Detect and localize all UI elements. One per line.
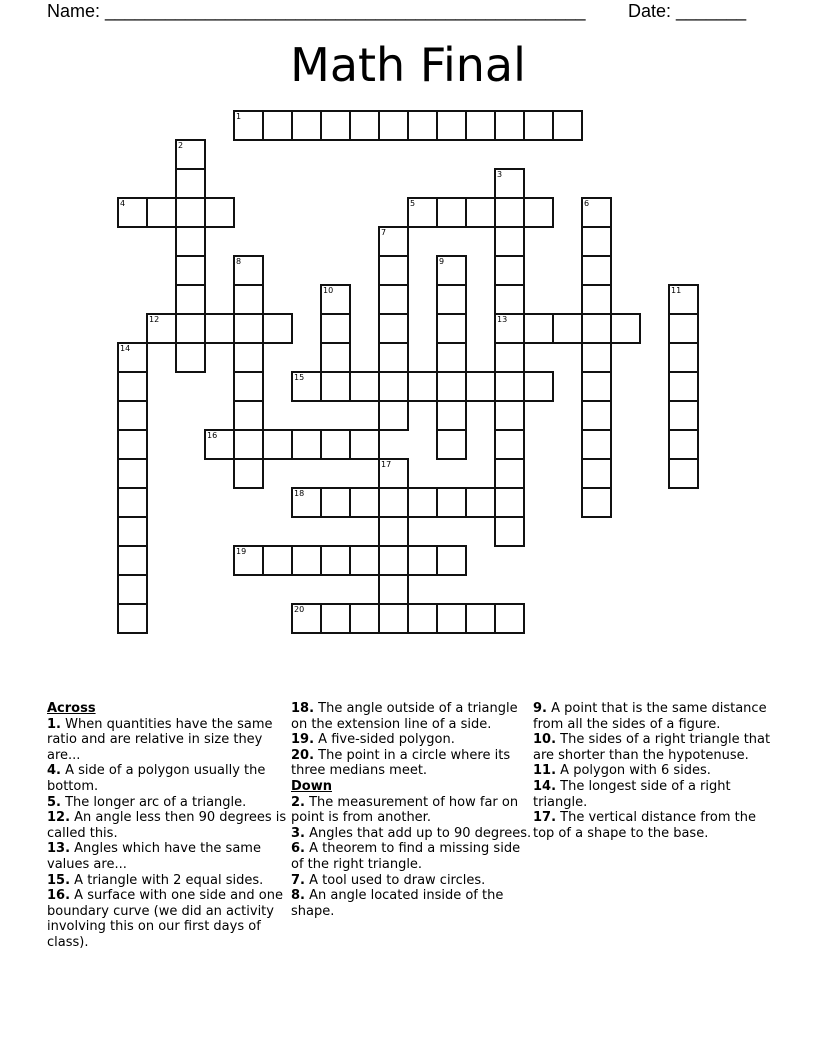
- clue-number-label: 3: [497, 170, 503, 179]
- grid-cell[interactable]: [320, 429, 351, 460]
- clue-down-9: [533, 701, 778, 732]
- grid-cell[interactable]: [233, 284, 264, 315]
- grid-cell[interactable]: [523, 197, 554, 228]
- grid-cell[interactable]: [291, 371, 322, 402]
- grid-cell[interactable]: [378, 487, 409, 518]
- clue-across-18: [291, 701, 536, 732]
- grid-cell[interactable]: [436, 197, 467, 228]
- grid-cell[interactable]: [378, 110, 409, 141]
- grid-cell[interactable]: [349, 110, 380, 141]
- clue-number: 19.: [291, 732, 315, 748]
- grid-cell[interactable]: [262, 313, 293, 344]
- grid-cell[interactable]: [349, 429, 380, 460]
- grid-cell[interactable]: [349, 371, 380, 402]
- grid-cell[interactable]: [233, 400, 264, 431]
- grid-cell[interactable]: [610, 313, 641, 344]
- grid-cell[interactable]: [233, 313, 264, 344]
- grid-cell[interactable]: [378, 603, 409, 634]
- grid-cell[interactable]: [349, 545, 380, 576]
- clue-text: A tool used to draw circles.: [304, 872, 486, 888]
- grid-cell[interactable]: [349, 603, 380, 634]
- grid-cell[interactable]: [378, 342, 409, 373]
- clue-number-label: 20: [294, 605, 305, 614]
- clue-text: A five-sided polygon.: [314, 732, 455, 748]
- clue-text: A side of a polygon usually the bottom.: [47, 763, 266, 794]
- grid-cell[interactable]: [581, 400, 612, 431]
- clue-number: 17.: [533, 810, 557, 826]
- clue-text: The longest side of a right triangle.: [533, 778, 731, 810]
- grid-cell[interactable]: [175, 168, 206, 199]
- clue-number: 14.: [533, 778, 557, 794]
- grid-cell[interactable]: [581, 284, 612, 315]
- grid-cell[interactable]: [378, 574, 409, 605]
- clue-across-19: [291, 732, 536, 748]
- grid-cell[interactable]: [175, 197, 206, 228]
- down-heading: Down: [291, 778, 332, 794]
- grid-cell[interactable]: [233, 255, 264, 286]
- clue-across-1: [47, 717, 292, 764]
- grid-cell[interactable]: [523, 110, 554, 141]
- grid-cell[interactable]: [581, 342, 612, 373]
- grid-cell[interactable]: [436, 371, 467, 402]
- grid-cell[interactable]: [378, 516, 409, 547]
- grid-cell[interactable]: [320, 603, 351, 634]
- grid-cell[interactable]: [494, 110, 525, 141]
- clue-number: 6.: [291, 841, 305, 857]
- grid-cell[interactable]: [291, 487, 322, 518]
- grid-cell[interactable]: [262, 110, 293, 141]
- grid-cell[interactable]: [320, 545, 351, 576]
- grid-cell[interactable]: [668, 313, 699, 344]
- grid-cell[interactable]: [436, 400, 467, 431]
- grid-cell[interactable]: [117, 429, 148, 460]
- clue-number-label: 2: [178, 141, 184, 150]
- grid-cell[interactable]: [436, 487, 467, 518]
- clue-down-17: [533, 810, 778, 841]
- grid-cell[interactable]: [233, 110, 264, 141]
- page-title: Math Final: [290, 38, 526, 92]
- grid-cell[interactable]: [494, 342, 525, 373]
- clue-number: 11.: [533, 763, 557, 779]
- clue-across-15: [47, 873, 292, 889]
- grid-cell[interactable]: [436, 313, 467, 344]
- grid-cell[interactable]: [581, 487, 612, 518]
- clue-number-label: 14: [120, 344, 131, 353]
- grid-cell[interactable]: [320, 284, 351, 315]
- grid-cell[interactable]: [494, 168, 525, 199]
- clue-down-14: [533, 779, 778, 810]
- grid-cell[interactable]: [523, 313, 554, 344]
- grid-cell[interactable]: [668, 342, 699, 373]
- grid-cell[interactable]: [552, 313, 583, 344]
- clue-number-label: 15: [294, 373, 305, 382]
- grid-cell[interactable]: [668, 371, 699, 402]
- grid-cell[interactable]: [291, 545, 322, 576]
- clue-text: A surface with one side and one boundary curve (we did an activity involving this on our first days of class).: [47, 888, 283, 950]
- grid-cell[interactable]: [233, 371, 264, 402]
- grid-cell[interactable]: [117, 574, 148, 605]
- clue-across-20: [291, 748, 536, 779]
- grid-cell[interactable]: [175, 255, 206, 286]
- grid-cell[interactable]: [175, 313, 206, 344]
- grid-cell[interactable]: [465, 603, 496, 634]
- grid-cell[interactable]: [117, 487, 148, 518]
- clue-across-16: [47, 888, 292, 950]
- grid-cell[interactable]: [291, 110, 322, 141]
- grid-cell[interactable]: [494, 603, 525, 634]
- grid-cell[interactable]: [552, 110, 583, 141]
- clue-text: The point in a circle where its three medians meet.: [291, 747, 511, 779]
- grid-cell[interactable]: [436, 342, 467, 373]
- clue-number-label: 4: [120, 199, 126, 208]
- grid-cell[interactable]: [204, 429, 235, 460]
- grid-cell[interactable]: [262, 545, 293, 576]
- grid-cell[interactable]: [581, 255, 612, 286]
- grid-cell[interactable]: [291, 429, 322, 460]
- grid-cell[interactable]: [436, 284, 467, 315]
- clue-number: 5.: [47, 794, 61, 810]
- grid-cell[interactable]: [117, 458, 148, 489]
- clue-down-3: [291, 826, 536, 842]
- clue-text: The longer arc of a triangle.: [60, 794, 247, 810]
- grid-cell[interactable]: [436, 545, 467, 576]
- clue-number-label: 11: [671, 286, 682, 295]
- grid-cell[interactable]: [233, 545, 264, 576]
- grid-cell[interactable]: [407, 371, 438, 402]
- clue-number: 16.: [47, 888, 71, 904]
- grid-cell[interactable]: [146, 197, 177, 228]
- clue-across-13: [47, 841, 292, 872]
- clue-across-5: [47, 795, 292, 811]
- grid-cell[interactable]: [117, 197, 148, 228]
- clue-down-7: [291, 873, 536, 889]
- grid-cell[interactable]: [378, 284, 409, 315]
- clue-text: The sides of a right triangle that are shorter than the hypotenuse.: [533, 732, 771, 763]
- clue-text: When quantities have the same ratio and are relative in size they are...: [47, 716, 273, 763]
- clue-text: A point that is the same distance from all the sides of a figure.: [533, 701, 767, 732]
- clue-number-label: 6: [584, 199, 590, 208]
- grid-cell[interactable]: [668, 284, 699, 315]
- clue-number-label: 19: [236, 547, 247, 556]
- clue-text: The angle outside of a triangle on the extension line of a side.: [291, 701, 518, 732]
- grid-cell[interactable]: [668, 458, 699, 489]
- clue-number: 2.: [291, 794, 305, 810]
- clue-number-label: 17: [381, 460, 392, 469]
- grid-cell[interactable]: [465, 110, 496, 141]
- clue-number-label: 13: [497, 315, 508, 324]
- clue-number-label: 9: [439, 257, 445, 266]
- grid-cell[interactable]: [233, 429, 264, 460]
- grid-cell[interactable]: [175, 139, 206, 170]
- clue-number-label: 12: [149, 315, 160, 324]
- grid-cell[interactable]: [407, 545, 438, 576]
- clues-column-3: [533, 701, 778, 841]
- clue-number-label: 7: [381, 228, 387, 237]
- clue-text: Angles which have the same values are...: [47, 841, 261, 872]
- clue-number: 18.: [291, 701, 315, 716]
- clue-across-4: [47, 763, 292, 794]
- clue-number-label: 16: [207, 431, 218, 440]
- clue-text: The vertical distance from the top of a shape to the base.: [533, 810, 757, 841]
- grid-cell[interactable]: [407, 110, 438, 141]
- clues-column-2: [291, 701, 536, 919]
- grid-cell[interactable]: [436, 429, 467, 460]
- grid-cell[interactable]: [494, 400, 525, 431]
- grid-cell[interactable]: [117, 516, 148, 547]
- clue-down-10: [533, 732, 778, 763]
- clue-text: A triangle with 2 equal sides.: [70, 872, 264, 888]
- grid-cell[interactable]: [378, 226, 409, 257]
- clue-number: 12.: [47, 810, 71, 826]
- clue-number: 4.: [47, 763, 61, 779]
- clue-text: The measurement of how far on point is from another.: [291, 794, 519, 826]
- date-field[interactable]: Date: _______: [628, 1, 747, 21]
- clue-number: 8.: [291, 888, 305, 904]
- grid-cell[interactable]: [320, 342, 351, 373]
- grid-cell[interactable]: [320, 487, 351, 518]
- clue-text: A polygon with 6 sides.: [556, 763, 711, 779]
- grid-cell[interactable]: [117, 545, 148, 576]
- grid-cell[interactable]: [175, 226, 206, 257]
- grid-cell[interactable]: [581, 313, 612, 344]
- clue-across-12: [47, 810, 292, 841]
- grid-cell[interactable]: [581, 197, 612, 228]
- clue-number: 20.: [291, 747, 315, 763]
- clue-down-8: [291, 888, 536, 919]
- grid-cell[interactable]: [262, 429, 293, 460]
- grid-cell[interactable]: [378, 371, 409, 402]
- grid-cell[interactable]: [465, 487, 496, 518]
- grid-cell[interactable]: [494, 197, 525, 228]
- grid-cell[interactable]: [378, 400, 409, 431]
- grid-cell[interactable]: [320, 371, 351, 402]
- grid-cell[interactable]: [204, 313, 235, 344]
- clue-text: A theorem to find a missing side of the right triangle.: [291, 841, 521, 872]
- clue-number: 10.: [533, 732, 557, 748]
- grid-cell[interactable]: [378, 458, 409, 489]
- grid-cell[interactable]: [175, 284, 206, 315]
- grid-cell[interactable]: [320, 110, 351, 141]
- grid-cell[interactable]: [494, 284, 525, 315]
- grid-cell[interactable]: [494, 371, 525, 402]
- grid-cell[interactable]: [494, 226, 525, 257]
- grid-cell[interactable]: [465, 371, 496, 402]
- grid-cell[interactable]: [117, 603, 148, 634]
- grid-cell[interactable]: [581, 371, 612, 402]
- grid-cell[interactable]: [378, 255, 409, 286]
- grid-cell[interactable]: [436, 255, 467, 286]
- across-heading: Across: [47, 701, 96, 716]
- name-field[interactable]: Name: ________________________________________________: [47, 1, 586, 21]
- grid-cell[interactable]: [581, 458, 612, 489]
- grid-cell[interactable]: [494, 516, 525, 547]
- grid-cell[interactable]: [465, 197, 496, 228]
- grid-cell[interactable]: [668, 429, 699, 460]
- grid-cell[interactable]: [378, 313, 409, 344]
- grid-cell[interactable]: [407, 603, 438, 634]
- clue-number-label: 1: [236, 112, 242, 121]
- clue-number-label: 8: [236, 257, 242, 266]
- clues-column-1: [47, 701, 292, 951]
- clue-text: Angles that add up to 90 degrees.: [304, 825, 532, 841]
- grid-cell[interactable]: [146, 313, 177, 344]
- grid-cell[interactable]: [668, 400, 699, 431]
- grid-cell[interactable]: [378, 545, 409, 576]
- clue-down-2: [291, 795, 536, 826]
- grid-cell[interactable]: [494, 458, 525, 489]
- clue-number: 13.: [47, 841, 71, 857]
- grid-cell[interactable]: [436, 110, 467, 141]
- grid-cell[interactable]: [581, 226, 612, 257]
- grid-cell[interactable]: [494, 487, 525, 518]
- grid-cell[interactable]: [407, 487, 438, 518]
- grid-cell[interactable]: [175, 342, 206, 373]
- grid-cell[interactable]: [494, 255, 525, 286]
- grid-cell[interactable]: [349, 487, 380, 518]
- grid-cell[interactable]: [523, 371, 554, 402]
- grid-cell[interactable]: [204, 197, 235, 228]
- clue-number-label: 10: [323, 286, 334, 295]
- grid-cell[interactable]: [436, 603, 467, 634]
- clue-text: An angle located inside of the shape.: [291, 888, 504, 919]
- clue-number: 15.: [47, 872, 71, 888]
- grid-cell[interactable]: [407, 197, 438, 228]
- clue-down-6: [291, 841, 536, 872]
- grid-cell[interactable]: [494, 313, 525, 344]
- clue-down-11: [533, 763, 778, 779]
- clue-number: 1.: [47, 716, 61, 732]
- grid-cell[interactable]: [291, 603, 322, 634]
- clue-number: 9.: [533, 701, 547, 716]
- clue-number-label: 5: [410, 199, 416, 208]
- grid-cell[interactable]: [581, 429, 612, 460]
- clue-number: 3.: [291, 825, 305, 841]
- grid-cell[interactable]: [117, 371, 148, 402]
- grid-cell[interactable]: [233, 342, 264, 373]
- clue-number: 7.: [291, 872, 305, 888]
- grid-cell[interactable]: [233, 458, 264, 489]
- grid-cell[interactable]: [117, 400, 148, 431]
- grid-cell[interactable]: [494, 429, 525, 460]
- clue-text: An angle less then 90 degrees is called this.: [47, 810, 287, 841]
- grid-cell[interactable]: [320, 313, 351, 344]
- grid-cell[interactable]: [117, 342, 148, 373]
- clue-number-label: 18: [294, 489, 305, 498]
